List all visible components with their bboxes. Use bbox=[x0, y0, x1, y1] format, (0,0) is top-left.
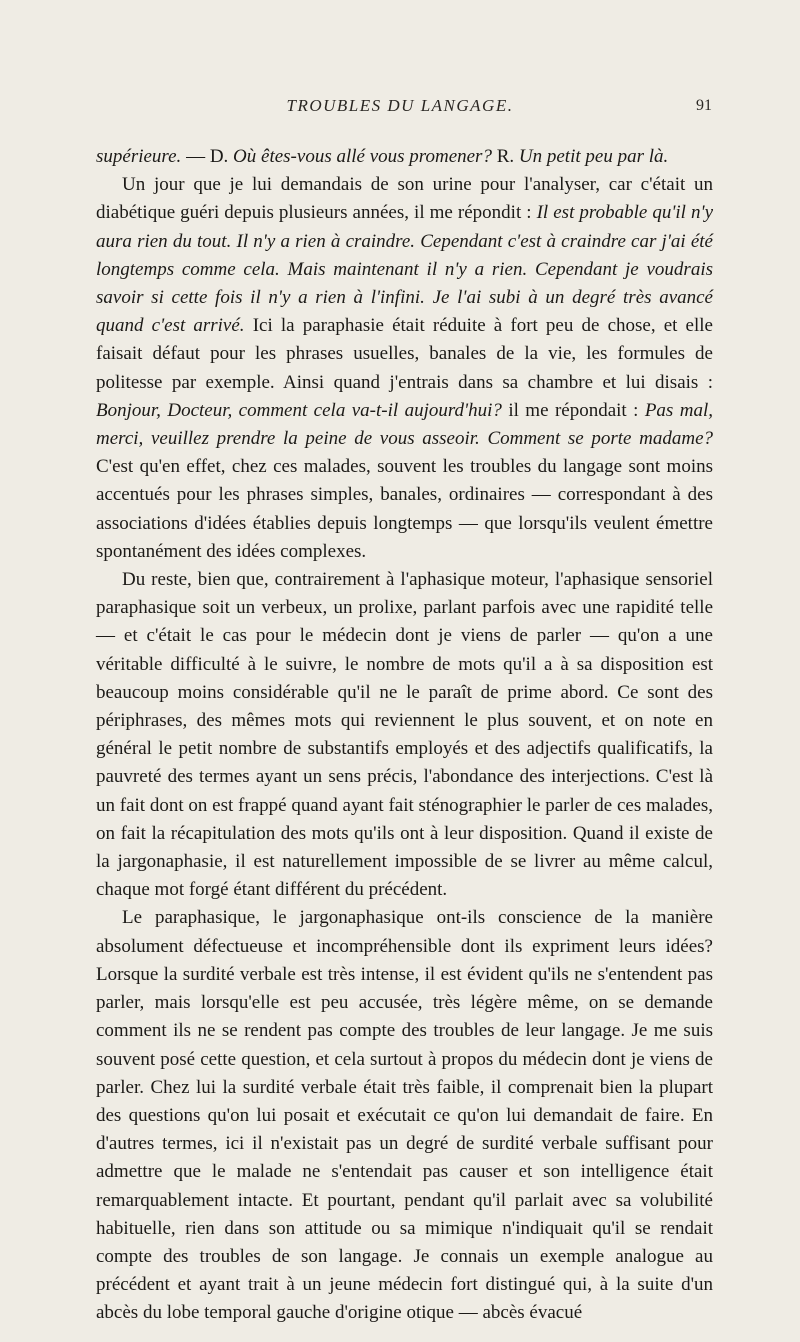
text-run: il me répondait : bbox=[501, 399, 645, 421]
italic-greeting: Bonjour, Docteur, comment cela va-t-il aujourd'hui? bbox=[96, 399, 502, 421]
running-title: TROUBLES DU LANGAGE. bbox=[286, 96, 514, 115]
text-run: Un jour que je lui demandais de son urine pour l'analyser, car c'était un diabétique guéri depuis plusieurs années, il me répondit : bbox=[96, 174, 713, 224]
italic-reply: Pas mal, merci, veuillez prendre la peine de vous asseoir. Comment se porte madame? bbox=[96, 399, 713, 450]
italic-answer: Un petit peu par là. bbox=[518, 146, 669, 167]
text-run: Ici la paraphasie était réduite à fort peu de chose, et elle faisait défaut pour les phrases usuelles, banales de la vie, les formules de politesse par exemple. Ainsi quand j'entrais dans sa chambre et lui disais : bbox=[96, 315, 713, 393]
paragraph-diabetic-example bbox=[96, 171, 713, 566]
paragraph-dialogue-end bbox=[96, 143, 713, 171]
italic-quote: Il est probable qu'il n'y aura rien du tout. Il n'y a rien à craindre. Cependant c'est à craindre car j'ai été longtemps comme cela. Mais maintenant il n'y a rien. Cependant je voudrais savoir si cette fois il n'y a rien à l'infini. Je l'ai subi à un degré très avancé quand c'est arrivé. bbox=[96, 202, 713, 337]
text-run: R. bbox=[491, 146, 519, 167]
page-number: 91 bbox=[696, 97, 712, 114]
text-run: — D. bbox=[181, 146, 234, 167]
italic-text: supérieure. bbox=[96, 146, 182, 167]
italic-question: Où êtes-vous allé vous promener? bbox=[233, 146, 492, 167]
paragraph-consciousness: Le paraphasique, le jargonaphasique ont-ils conscience de la manière absolument défectueuse et incompréhensible dont ils expriment leurs idées? Lorsque la surdité verbale est très intense, il est évident qu'ils ne s'entendent pas parler, mais lorsqu'elle est peu accusée, très légère même, on se demande comment ils ne se rendent pas compte des troubles de leur langage. Je me suis souvent posé cette question, et cela surtout à propos du médecin dont je viens de parler. Chez lui la surdité verbale était très faible, il comprenait bien la plupart des questions qu'on lui posait et exécutait ce qu'on lui demandait de faire. En d'autres termes, ici il n'existait pas un degré de surdité verbale suffisant pour admettre que le malade ne s'entendait pas causer et son intelligence était remarquablement intacte. Et pourtant, pendant qu'il parlait avec sa volubilité habituelle, rien dans son attitude ou sa mimique n'indiquait qu'il se rendait compte des troubles de son langage. Je connais un exemple analogue au précédent et ayant trait à un jeune médecin fort distingué qui, à la suite d'un abcès du lobe temporal gauche d'origine otique — abcès évacué bbox=[96, 907, 713, 1324]
paragraph-vocabulary: Du reste, bien que, contrairement à l'aphasique moteur, l'aphasique sensoriel paraphasique soit un verbeux, un prolixe, parlant parfois avec une rapidité telle — et c'était le cas pour le médecin dont je viens de parler — qu'on a une véritable difficulté à le suivre, le nombre de mots qu'il a à sa disposition est beaucoup moins considérable qu'il ne le paraît de prime abord. Ce sont des périphrases, des mêmes mots qui reviennent le plus souvent, et on note en général le petit nombre de substantifs employés et des adjectifs qualificatifs, la pauvreté des termes ayant un sens précis, l'abondance des interjections. C'est là un fait dont on est frappé quand ayant fait sténographier le parler de ces malades, on fait la récapitulation des mots qu'ils ont à leur disposition. Quand il existe de la jargonaphasie, il est naturellement impossible de se livrer au même calcul, chaque mot forgé étant différent du précédent. bbox=[96, 569, 713, 901]
text-run: C'est qu'en effet, chez ces malades, souvent les troubles du langage sont moins accentués pour les phrases simples, banales, ordinaires — correspondant à des associations d'idées établies depuis longtemps — que lorsqu'ils veulent émettre spontanément des idées complexes. bbox=[96, 456, 713, 562]
body-text bbox=[96, 143, 713, 1328]
